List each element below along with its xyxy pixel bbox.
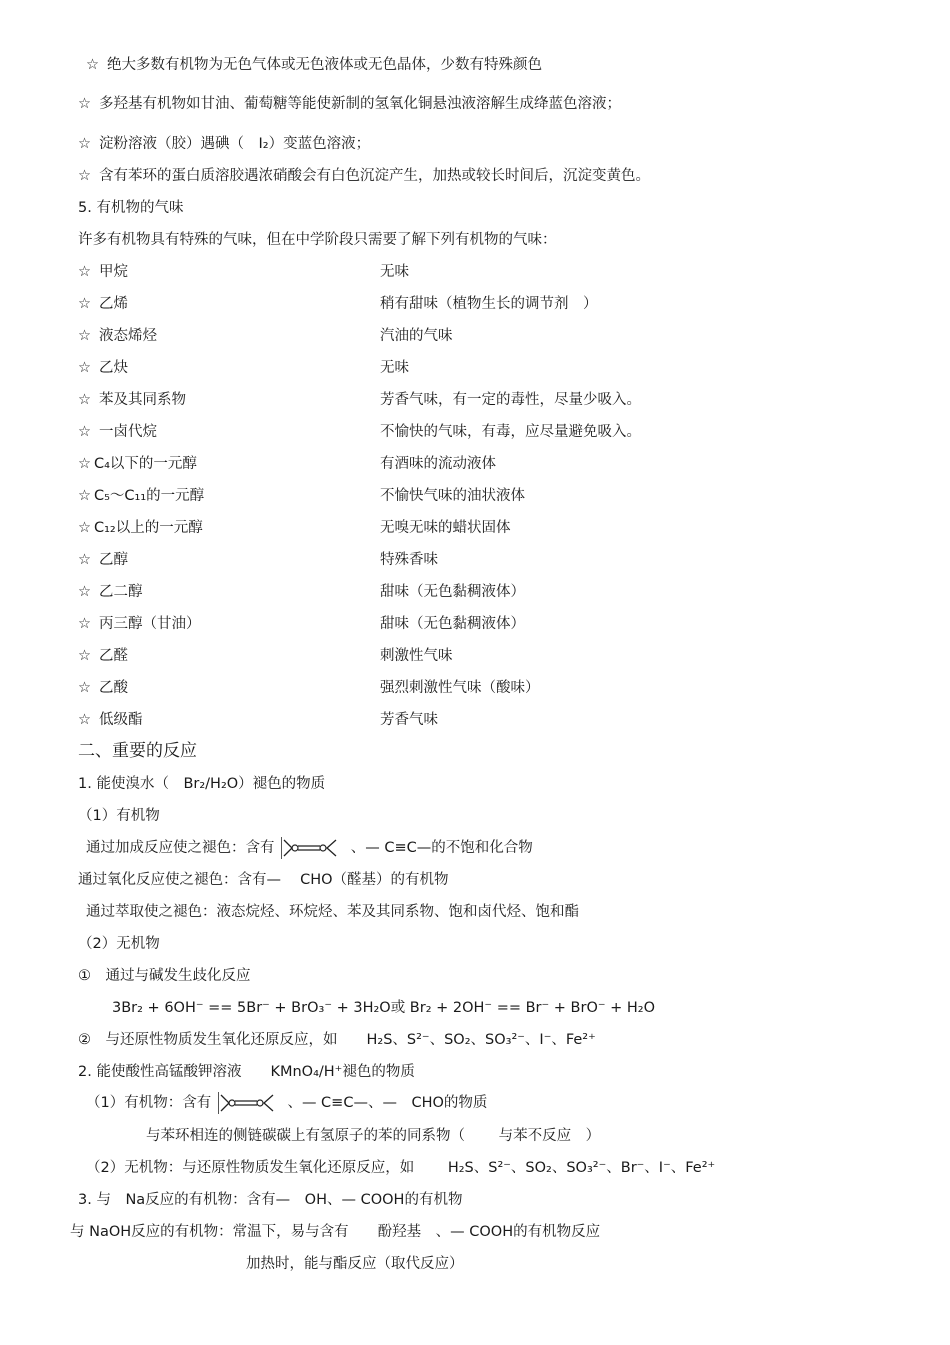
ester-line: 加热时，能与酯反应（取代反应） [246, 1256, 464, 1272]
naoh-line: 与 NaOH反应的有机物：常温下，易与含有 酚羟基 、— COOH的有机物反应 [70, 1224, 601, 1240]
cc-double-bond-icon [281, 837, 344, 859]
star-icon: ☆ [78, 328, 91, 344]
smell-row: ☆ 低级酯 芳香气味 [78, 712, 438, 728]
benzene-homolog-line: 与苯环相连的侧链碳碳上有氢原子的苯的同系物（ 与苯不反应 ） [146, 1128, 601, 1144]
star-icon: ☆ [78, 424, 91, 440]
sodium-line: 3. 与 Na反应的有机物：含有— OH、— COOH的有机物 [78, 1192, 463, 1208]
star-icon: ☆ [78, 552, 91, 568]
smell-row: ☆ 甲烷 无味 [78, 264, 409, 280]
intro-line-4: ☆ 含有苯环的蛋白质溶胶遇浓硝酸会有白色沉淀产生，加热或较长时间后，沉淀变黄色。 [78, 168, 650, 184]
oxidation-line: 通过氧化反应使之褪色：含有— CHO（醛基）的有机物 [78, 872, 449, 888]
smell-row: ☆ 乙醛 刺激性气味 [78, 648, 453, 664]
smell-row: ☆ 乙烯 稍有甜味（植物生长的调节剂 ） [78, 296, 598, 312]
smell-row: ☆ C₄以下的一元醇 有酒味的流动液体 [78, 456, 496, 472]
bromine-heading: 1. 能使溴水（ Br₂/H₂O）褪色的物质 [78, 776, 326, 792]
star-icon: ☆ [78, 584, 91, 600]
smell-row: ☆ 液态烯烃 汽油的气味 [78, 328, 453, 344]
smell-row: ☆ C₁₂以上的一元醇 无嗅无味的蜡状固体 [78, 520, 511, 536]
smell-row: ☆ 丙三醇（甘油） 甜味（无色黏稠液体） [78, 616, 525, 632]
smell-row: ☆ 乙二醇 甜味（无色黏稠液体） [78, 584, 525, 600]
smell-row: ☆ C₅～C₁₁的一元醇 不愉快气味的油状液体 [78, 488, 525, 504]
cc-double-bond-icon [218, 1092, 281, 1114]
smell-row: ☆ 乙炔 无味 [78, 360, 409, 376]
star-icon: ☆ [78, 712, 91, 728]
section5-intro: 许多有机物具有特殊的气味，但在中学阶段只需要了解下列有机物的气味： [78, 232, 557, 248]
kmno4-inorganic-line: （2）无机物：与还原性物质发生氧化还原反应，如 H₂S、S²⁻、SO₂、SO₃²⁻、Br⁻、I⁻、Fe²⁺ [86, 1160, 716, 1176]
star-icon: ☆ [78, 520, 91, 536]
star-icon: ☆ [78, 168, 91, 184]
smell-row: ☆ 苯及其同系物 芳香气味，有一定的毒性，尽量少吸入。 [78, 392, 641, 408]
section5-heading: 5. 有机物的气味 [78, 200, 184, 216]
star-icon: ☆ [78, 456, 91, 472]
intro-line-3: ☆ 淀粉溶液（胶）遇碘（ I₂）变蓝色溶液； [78, 136, 371, 152]
extraction-line: 通过萃取使之褪色：液态烷烃、环烷烃、苯及其同系物、饱和卤代烃、饱和酯 [86, 904, 579, 920]
star-icon: ☆ [78, 296, 91, 312]
star-icon: ☆ [78, 360, 91, 376]
addition-line: 通过加成反应使之褪色：含有 、— C≡C—的不饱和化合物 [86, 836, 533, 860]
smell-row: ☆ 乙酸 强烈刺激性气味（酸味） [78, 680, 540, 696]
star-icon: ☆ [86, 57, 99, 73]
kmno4-heading: 2. 能使酸性高锰酸钾溶液 KMnO₄/H⁺褪色的物质 [78, 1064, 415, 1080]
kmno4-organic-line: （1）有机物：含有 、— C≡C—、— CHO的物质 [86, 1091, 487, 1115]
organic-subheading: （1）有机物 [78, 808, 160, 824]
smell-row: ☆ 一卤代烷 不愉快的气味，有毒，应尽量避免吸入。 [78, 424, 641, 440]
star-icon: ☆ [78, 648, 91, 664]
star-icon: ☆ [78, 392, 91, 408]
star-icon: ☆ [78, 264, 91, 280]
star-icon: ☆ [78, 136, 91, 152]
inorganic-subheading: （2）无机物 [78, 936, 160, 952]
star-icon: ☆ [78, 680, 91, 696]
section2-heading: 二、重要的反应 [78, 741, 197, 761]
star-icon: ☆ [78, 96, 91, 112]
star-icon: ☆ [78, 616, 91, 632]
intro-line-2: ☆ 多羟基有机物如甘油、葡萄糖等能使新制的氢氧化铜悬浊液溶解生成绛蓝色溶液； [78, 96, 621, 112]
redox-line: ② 与还原性物质发生氧化还原反应，如 H₂S、S²⁻、SO₂、SO₃²⁻、I⁻、Fe²⁺ [78, 1032, 596, 1048]
bromine-equation: 3Br₂ + 6OH⁻ == 5Br⁻ + BrO₃⁻ + 3H₂O或 Br₂ + 2OH⁻ == Br⁻ + BrO⁻ + H₂O [112, 1000, 656, 1016]
disproportionation-line: ① 通过与碱发生歧化反应 [78, 968, 251, 984]
intro-line-1: ☆ 绝大多数有机物为无色气体或无色液体或无色晶体，少数有特殊颜色 [86, 57, 542, 73]
star-icon: ☆ [78, 488, 91, 504]
smell-row: ☆ 乙醇 特殊香味 [78, 552, 438, 568]
